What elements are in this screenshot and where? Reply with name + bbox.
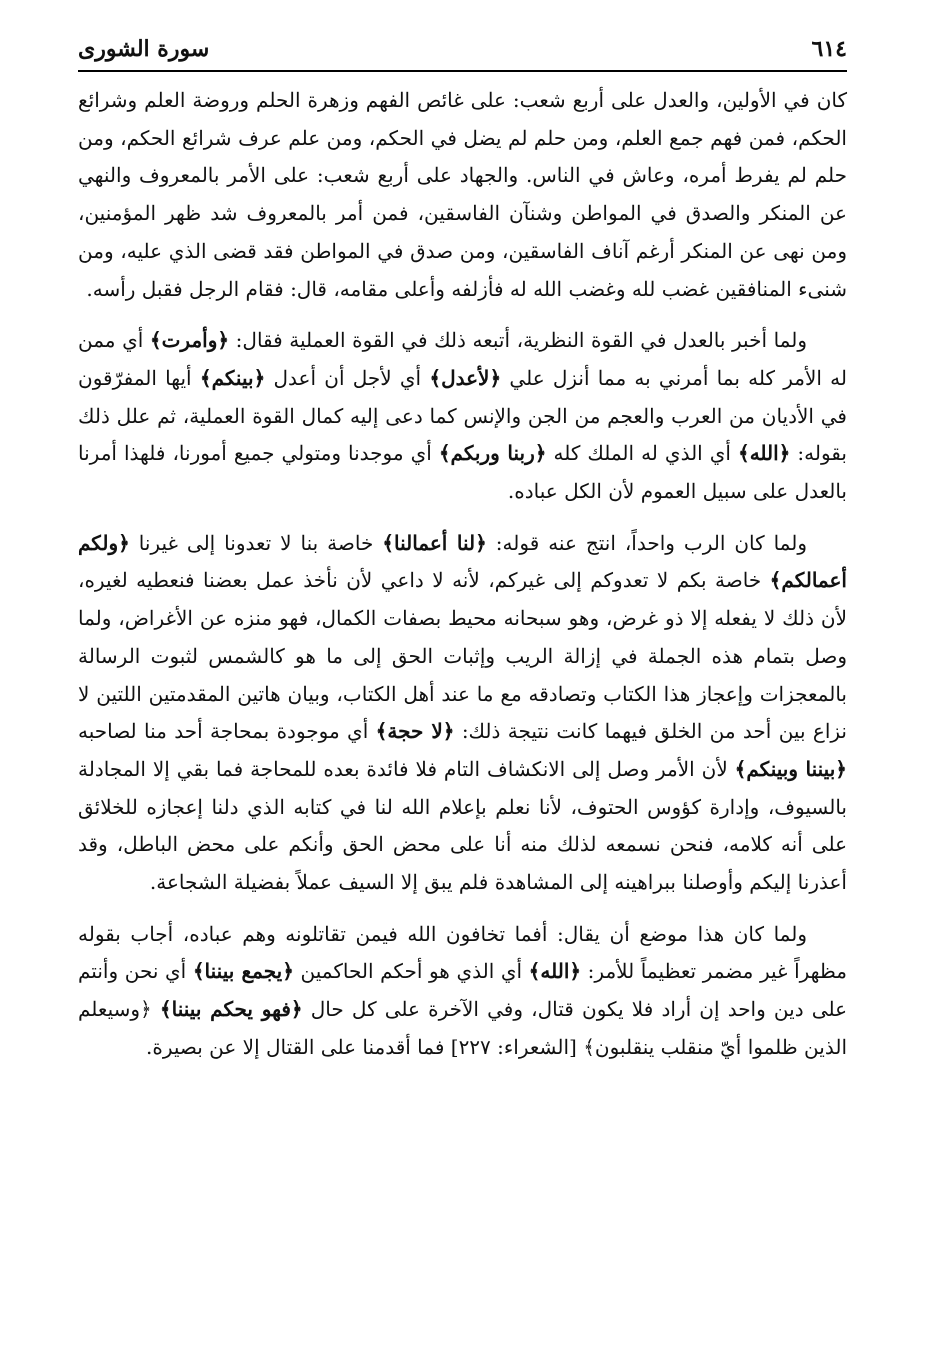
book-page — [78, 30, 847, 1081]
text-run: كان في الأولين، والعدل على أربع شعب: على غائص الفهم وزهرة الحلم وروضة العلم وشرائع الحكم، فمن فهم جمع العلم، ومن حلم لم يضل في الحكم، ومن علم عرف شرائع الحكم، ومن حلم لم يفرط أمره، وعاش في الناس. والجهاد على أربع شعب: على الأمر بالمعروف والنهي عن المنكر والصدق في المواطن وشنآن الفاسقين، فمن أمر بالمعروف شد ظهر المؤمنين، ومن نهى عن المنكر أرغم آناف الفاسقين، ومن صدق في المواطن فقد قضى الذي عليه، ومن شنىء المنافقين غضب لله وغضب الله له فأزلفه وأعلى مقامه، قال: فقام الرجل فقبل رأسه. — [78, 88, 847, 301]
quran-quote: ﴿يجمع بيننا﴾ — [192, 959, 294, 984]
quran-quote: ﴿الله﴾ — [737, 441, 791, 466]
quran-quote: ﴿لنا أعمالنا﴾ — [382, 530, 487, 555]
text-run: أي موجودة بمحاجة أحد منا لصاحبه — [78, 719, 376, 744]
text-run: ولما أخبر بالعدل في القوة النظرية، أتبعه ذلك في القوة العملية فقال: — [229, 328, 807, 353]
quran-quote: ﴿لأعدل﴾ — [429, 365, 502, 390]
text-run: خاصة بنا لا تعدونا إلى غيرنا — [129, 530, 383, 555]
text-run: أي الذي له الملك كله — [546, 441, 738, 466]
paragraph-2 — [78, 322, 847, 511]
text-run: أي الذي هو أحكم الحاكمين — [293, 959, 529, 984]
page-header — [78, 30, 847, 72]
page-body — [78, 82, 847, 1067]
quran-quote: ﴿ربنا وربكم﴾ — [438, 441, 547, 466]
page-number: ٦١٤ — [811, 36, 847, 62]
text-run: ﴿وسيعلم الذين ظلموا أيّ منقلب ينقلبون﴾ [الشعراء: ٢٢٧] فما أقدمنا على القتال إلا عن بصيرة. — [78, 997, 847, 1059]
quran-quote: ﴿لا حجة﴾ — [375, 719, 455, 744]
text-run: ولما كان الرب واحداً، انتج عنه قوله: — [486, 530, 808, 555]
quran-quote: ﴿ولكم أعمالكم﴾ — [78, 530, 847, 593]
quran-quote: ﴿بيننا وبينكم﴾ — [734, 756, 847, 781]
paragraph-4 — [78, 916, 847, 1067]
quran-quote: ﴿وأمرت﴾ — [149, 328, 230, 353]
text-run: أي لأجل أن أعدل — [265, 365, 430, 390]
text-run: أي ممن له الأمر كله بما أمرني به مما أنزل علي — [78, 328, 847, 390]
text-run: خاصة بكم لا تعدوكم إلى غيركم، لأنه لا داعي لأن نأخذ عمل بعضنا فنعطيه لغيره، لأن ذلك لا يفعله إلا ذو غرض، وهو سبحانه محيط بصفات الكمال، فهو منزه عن الأغراض، ولما وصل بتمام هذه الجملة في إزالة الريب وإثبات الحق إلى ما هو كالشمس لثبوت الرسالة بالمعجزات وإعجاز هذا الكتاب وتصادقه مع ما عند أهل الكتاب، وبيان هاتين المقدمتين اللتين لا نزاع بين أحد من الخلق فيهما كانت نتيجة ذلك: — [78, 568, 847, 744]
quran-quote: ﴿بينكم﴾ — [199, 365, 266, 390]
text-run: ولما كان هذا موضع أن يقال: أفما تخافون الله فيمن تقاتلونه وهم عباده، أجاب بقوله مظهراً غير مضمر تعظيماً للأمر: — [78, 921, 847, 984]
quran-quote: ﴿الله﴾ — [528, 959, 582, 984]
paragraph-3 — [78, 525, 847, 902]
quran-quote: ﴿فهو يحكم بيننا﴾ — [159, 997, 303, 1022]
text-run: أي موجدنا ومتولي جميع أمورنا، فلهذا أمرنا بالعدل على سبيل العموم لأن الكل عباده. — [78, 441, 847, 504]
text-run: أي نحن وأنتم على دين واحد إن أراد فلا يكون قتال، وفي الآخرة على كل حال — [78, 959, 848, 1022]
text-run: لأن الأمر وصل إلى الانكشاف التام فلا فائدة بعده للمحاجة فما بقي إلا المجادلة بالسيوف، وإدارة كؤوس الحتوف، لأنا نعلم بإعلام الله لنا في كتابه الذي دلنا إعجازه للخلائق على أنه كلامه، فنحن نسمعه لذلك منه أنا على محض الحق وأنكم على محض الباطل، وقد أعذرنا إليكم وأوصلنا ببراهينه إلى المشاهدة فلم يبق إلا السيف عملاً بفضيلة الشجاعة. — [78, 756, 847, 895]
text-run: أيها المفرّقون في الأديان من العرب والعجم من الجن والإنس كما دعى إليه كمال القوة العملية، ثم علل ذلك بقوله: — [78, 365, 847, 466]
surah-title: سورة الشورى — [78, 36, 210, 62]
paragraph-1 — [78, 82, 847, 308]
